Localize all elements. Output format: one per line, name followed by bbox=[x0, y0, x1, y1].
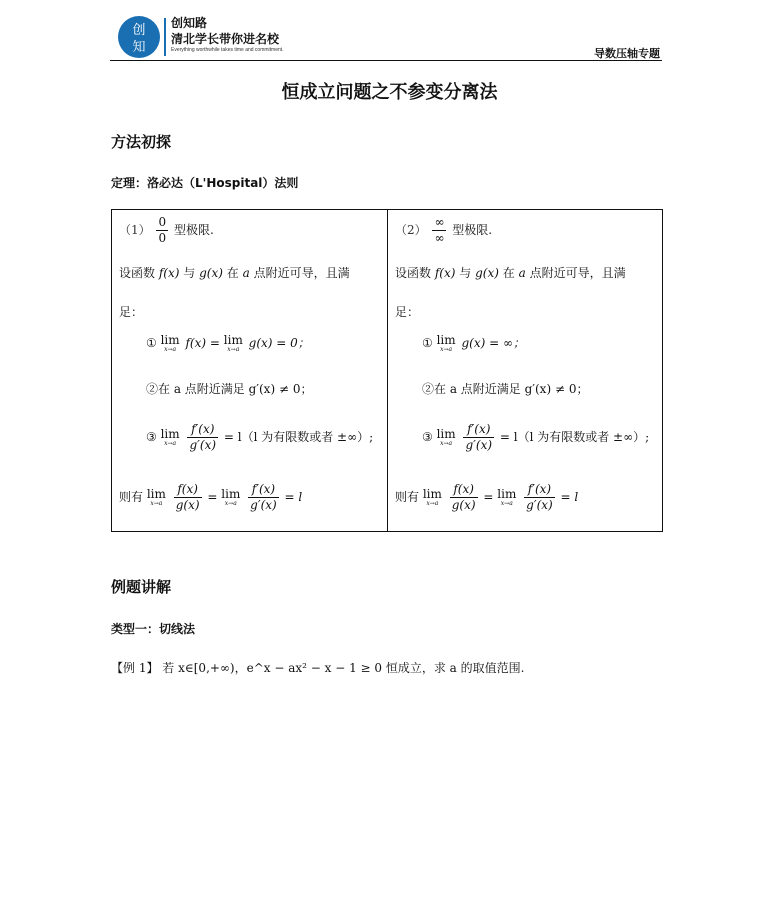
condition-1 bbox=[146, 334, 310, 353]
type-heading: 类型一：切线法 bbox=[111, 622, 196, 636]
setup-line-2: 足： bbox=[395, 305, 420, 319]
setup-at: 在 bbox=[502, 266, 515, 280]
conclusion-prefix: 则有 bbox=[119, 490, 144, 504]
conclusion-den-2: g′(x) bbox=[250, 498, 277, 512]
setup-text-2: 点附近可导，且满 bbox=[529, 266, 626, 280]
lim-word: lim bbox=[146, 487, 166, 501]
case-type: 型极限. bbox=[173, 223, 214, 237]
condition-1 bbox=[422, 334, 525, 353]
case-fraction-num: ∞ bbox=[434, 215, 445, 229]
case-fraction bbox=[156, 215, 168, 246]
condition-3-fraction bbox=[187, 422, 218, 453]
lhospital-table bbox=[111, 209, 663, 532]
example-label: 【例 1】 bbox=[111, 661, 159, 675]
setup-text: 设函数 bbox=[395, 266, 432, 280]
lim-operator bbox=[161, 334, 180, 353]
page-title: 恒成立问题之不参变分离法 bbox=[281, 82, 498, 103]
conclusion-fraction-1 bbox=[450, 482, 478, 513]
condition-3-num: f′(x) bbox=[463, 422, 494, 438]
condition-3-tail: = l（l 为有限数或者 ±∞）; bbox=[223, 430, 374, 444]
lim-word: lim bbox=[160, 333, 180, 347]
condition-3-num: f′(x) bbox=[187, 422, 218, 438]
lim-sub: x→a bbox=[500, 500, 513, 507]
lim-word: lim bbox=[160, 427, 180, 441]
example-text: 若 x∈[0,+∞)，e^x − ax² − x − 1 ≥ 0 恒成立，求 a 的取值范围. bbox=[162, 661, 525, 675]
setup-fx: f(x) bbox=[434, 266, 456, 280]
setup-gx: g(x) bbox=[199, 266, 223, 280]
table-cell-inf-over-inf bbox=[388, 210, 663, 531]
lim-operator bbox=[147, 488, 166, 507]
lim-operator bbox=[221, 488, 240, 507]
setup-and: 与 bbox=[459, 266, 472, 280]
lim-word: lim bbox=[436, 333, 456, 347]
setup-and: 与 bbox=[183, 266, 196, 280]
setup-var-a: a bbox=[518, 266, 526, 280]
conclusion-den-1: g(x) bbox=[175, 498, 200, 512]
conclusion-num-2: f′(x) bbox=[248, 482, 279, 498]
section-heading-method: 方法初探 bbox=[111, 133, 172, 151]
setup-text-2: 点附近可导，且满 bbox=[253, 266, 350, 280]
conclusion bbox=[119, 482, 302, 513]
brand-tagline-en: Everything worthwhile takes time and commitment. bbox=[171, 47, 284, 53]
case-fraction-den: 0 bbox=[158, 231, 167, 245]
conclusion-num-1: f(x) bbox=[450, 482, 478, 498]
conclusion-fraction-2 bbox=[248, 482, 279, 513]
conclusion-tail: = l bbox=[560, 490, 579, 504]
brand-logo-icon bbox=[117, 15, 161, 59]
header-rule bbox=[110, 60, 662, 61]
condition-3 bbox=[422, 422, 649, 453]
condition-3-den: g′(x) bbox=[465, 438, 493, 452]
case-fraction-den: ∞ bbox=[434, 231, 445, 245]
lim-sub: x→a bbox=[164, 440, 177, 447]
setup-text: 设函数 bbox=[119, 266, 156, 280]
conclusion bbox=[395, 482, 578, 513]
case-title bbox=[119, 215, 214, 246]
case-title bbox=[395, 215, 492, 246]
lim-word: lim bbox=[221, 487, 241, 501]
lim-word: lim bbox=[436, 427, 456, 441]
equals-sign: = bbox=[207, 490, 218, 504]
case-number: （1） bbox=[119, 223, 151, 237]
lim-word: lim bbox=[422, 487, 442, 501]
case-number: （2） bbox=[395, 223, 427, 237]
lim-sub: x→a bbox=[164, 346, 177, 353]
lim-operator bbox=[437, 334, 456, 353]
condition-3-mark: ③ bbox=[146, 430, 157, 444]
conclusion-tail: = l bbox=[284, 490, 303, 504]
case-fraction-num: 0 bbox=[158, 215, 167, 229]
setup-line-2: 足： bbox=[119, 305, 144, 319]
condition-3-mark: ③ bbox=[422, 430, 433, 444]
lim-operator bbox=[423, 488, 442, 507]
brand-block bbox=[171, 16, 284, 54]
conclusion-fraction-1 bbox=[174, 482, 202, 513]
case-fraction bbox=[432, 215, 446, 246]
setup-fx: f(x) bbox=[158, 266, 180, 280]
example-1 bbox=[111, 659, 524, 676]
brand-name: 创知路 bbox=[171, 16, 208, 30]
brand-divider bbox=[164, 18, 166, 56]
condition-2: ②在 a 点附近满足 g′(x) ≠ 0； bbox=[422, 382, 589, 396]
conclusion-fraction-2 bbox=[524, 482, 555, 513]
brand-slogan: 清北学长带你进名校 bbox=[171, 32, 280, 46]
table-cell-zero-over-zero bbox=[112, 210, 387, 531]
equals-sign: = bbox=[483, 490, 494, 504]
setup-at: 在 bbox=[226, 266, 239, 280]
condition-3-tail: = l（l 为有限数或者 ±∞）; bbox=[499, 430, 650, 444]
conclusion-num-2: f′(x) bbox=[524, 482, 555, 498]
condition-1-mark: ① bbox=[422, 336, 433, 350]
page-header bbox=[110, 12, 662, 62]
section-heading-examples: 例题讲解 bbox=[111, 578, 172, 596]
lim-sub: x→a bbox=[227, 346, 240, 353]
lim-sub: x→a bbox=[440, 346, 453, 353]
case-type: 型极限. bbox=[452, 223, 493, 237]
lim-word: lim bbox=[497, 487, 517, 501]
setup-var-a: a bbox=[242, 266, 250, 280]
setup-gx: g(x) bbox=[475, 266, 499, 280]
lim-operator bbox=[224, 334, 243, 353]
lim-sub: x→a bbox=[440, 440, 453, 447]
conclusion-prefix: 则有 bbox=[395, 490, 420, 504]
lim-sub: x→a bbox=[224, 500, 237, 507]
setup-line bbox=[395, 264, 626, 281]
conclusion-num-1: f(x) bbox=[174, 482, 202, 498]
lim-operator bbox=[497, 488, 516, 507]
logo-char-2: 知 bbox=[132, 40, 146, 55]
condition-1-lhs: f(x) = bbox=[185, 336, 220, 350]
condition-1-rhs: g(x) = 0； bbox=[248, 336, 310, 350]
condition-1-mark: ① bbox=[146, 336, 157, 350]
condition-2: ②在 a 点附近满足 g′(x) ≠ 0； bbox=[146, 382, 313, 396]
lim-sub: x→a bbox=[426, 500, 439, 507]
condition-3-fraction bbox=[463, 422, 494, 453]
lim-operator bbox=[437, 428, 456, 447]
conclusion-den-2: g′(x) bbox=[526, 498, 553, 512]
logo-char-1: 创 bbox=[132, 23, 146, 38]
conclusion-den-1: g(x) bbox=[451, 498, 476, 512]
lim-sub: x→a bbox=[150, 500, 163, 507]
lim-word: lim bbox=[223, 333, 243, 347]
condition-1-body: g(x) = ∞； bbox=[461, 336, 525, 350]
condition-3-den: g′(x) bbox=[189, 438, 217, 452]
condition-3 bbox=[146, 422, 373, 453]
lim-operator bbox=[161, 428, 180, 447]
document-category-label: 导数压轴专题 bbox=[594, 47, 660, 60]
setup-line bbox=[119, 264, 350, 281]
theorem-heading: 定理：洛必达（L'Hospital）法则 bbox=[111, 176, 299, 190]
